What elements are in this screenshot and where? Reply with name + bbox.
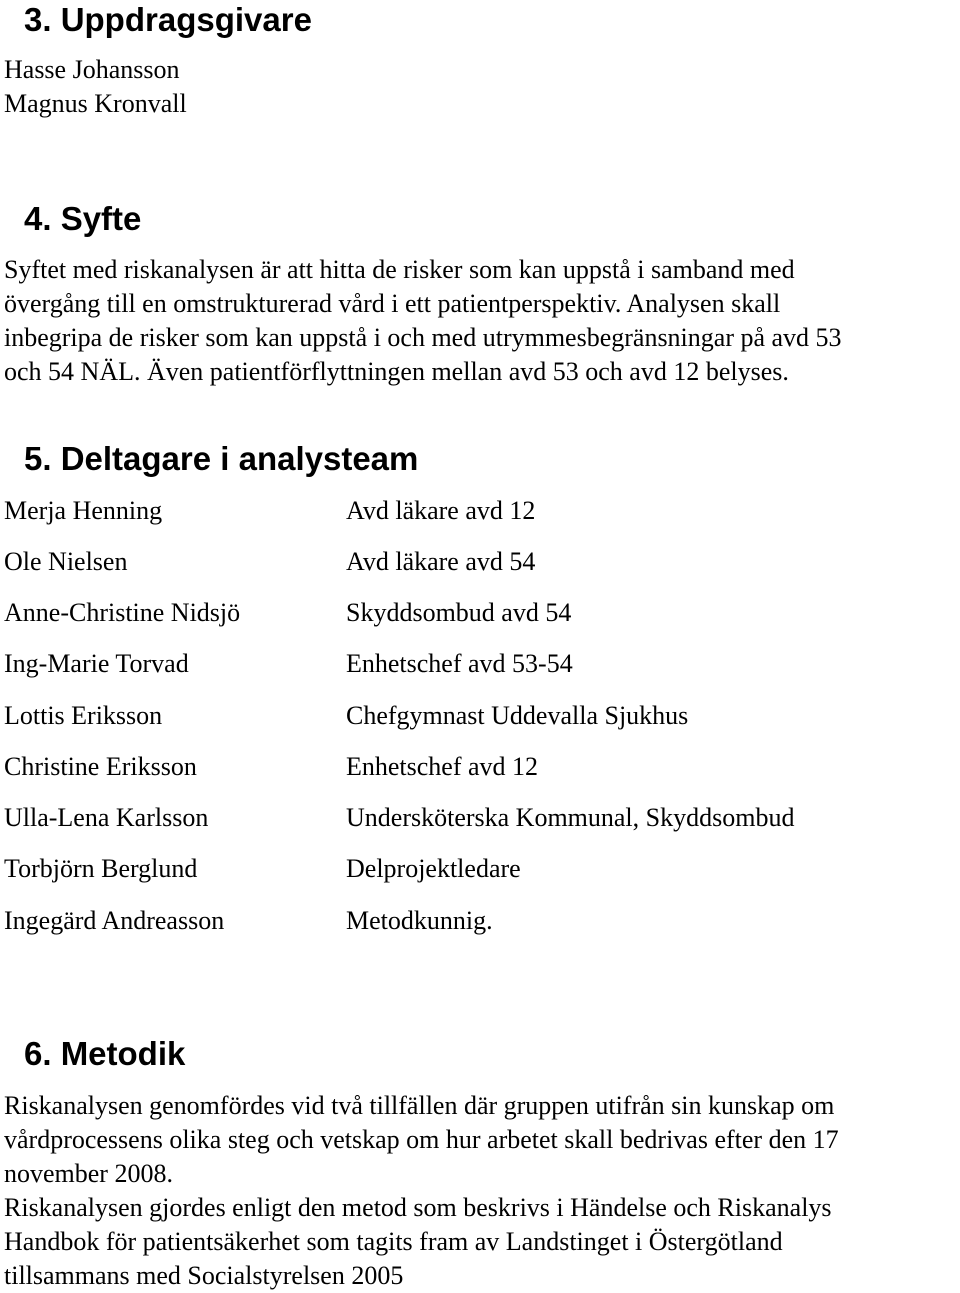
section-4-heading: 4. Syfte: [24, 200, 142, 237]
section-6-heading: 6. Metodik: [24, 1035, 186, 1072]
body-line: Handbok för patientsäkerhet som tagits fram av Landstinget i Östergötland: [4, 1227, 783, 1256]
participant-name: Ulla-Lena Karlsson: [4, 803, 209, 832]
body-line: Riskanalysen gjordes enligt den metod som beskrivs i Händelse och Riskanalys: [4, 1193, 832, 1222]
section-3-heading: 3. Uppdragsgivare: [24, 1, 312, 38]
participant-role: Delprojektledare: [346, 854, 521, 883]
body-line: Syftet med riskanalysen är att hitta de risker som kan uppstå i samband med: [4, 255, 795, 284]
section-5-heading: 5. Deltagare i analysteam: [24, 440, 419, 477]
participant-name: Ing-Marie Torvad: [4, 649, 189, 678]
participant-name: Merja Henning: [4, 496, 163, 525]
participant-role: Avd läkare avd 54: [346, 547, 536, 576]
participant-role: Enhetschef avd 12: [346, 752, 539, 781]
body-line: vårdprocessens olika steg och vetskap om hur arbetet skall bedrivas efter den 17: [4, 1125, 839, 1154]
participant-role: Undersköterska Kommunal, Skyddsombud: [346, 803, 795, 832]
body-line: tillsammans med Socialstyrelsen 2005: [4, 1261, 404, 1290]
participant-name: Ole Nielsen: [4, 547, 128, 576]
body-line: och 54 NÄL. Även patientförflyttningen mellan avd 53 och avd 12 belyses.: [4, 357, 789, 386]
participant-role: Enhetschef avd 53-54: [346, 649, 573, 678]
section-4-body: [4, 253, 842, 389]
body-line: november 2008.: [4, 1159, 173, 1188]
participant-name: Christine Eriksson: [4, 752, 197, 781]
section-3-body: [4, 53, 187, 121]
participant-name: Torbjörn Berglund: [4, 854, 198, 883]
participant-role: Chefgymnast Uddevalla Sjukhus: [346, 701, 689, 730]
body-line: inbegripa de risker som kan uppstå i och med utrymmesbegränsningar på avd 53: [4, 323, 842, 352]
client-name: Magnus Kronvall: [4, 89, 187, 118]
participant-name: Ingegärd Andreasson: [4, 906, 225, 935]
participant-name: Lottis Eriksson: [4, 701, 163, 730]
participant-role: Skyddsombud avd 54: [346, 598, 572, 627]
participant-role: Avd läkare avd 12: [346, 496, 536, 525]
body-line: övergång till en omstrukturerad vård i ett patientperspektiv. Analysen skall: [4, 289, 781, 318]
participant-role: Metodkunnig.: [346, 906, 493, 935]
section-6-body: [4, 1089, 839, 1293]
participant-name: Anne-Christine Nidsjö: [4, 598, 241, 627]
client-name: Hasse Johansson: [4, 55, 180, 84]
body-line: Riskanalysen genomfördes vid två tillfällen där gruppen utifrån sin kunskap om: [4, 1091, 835, 1120]
